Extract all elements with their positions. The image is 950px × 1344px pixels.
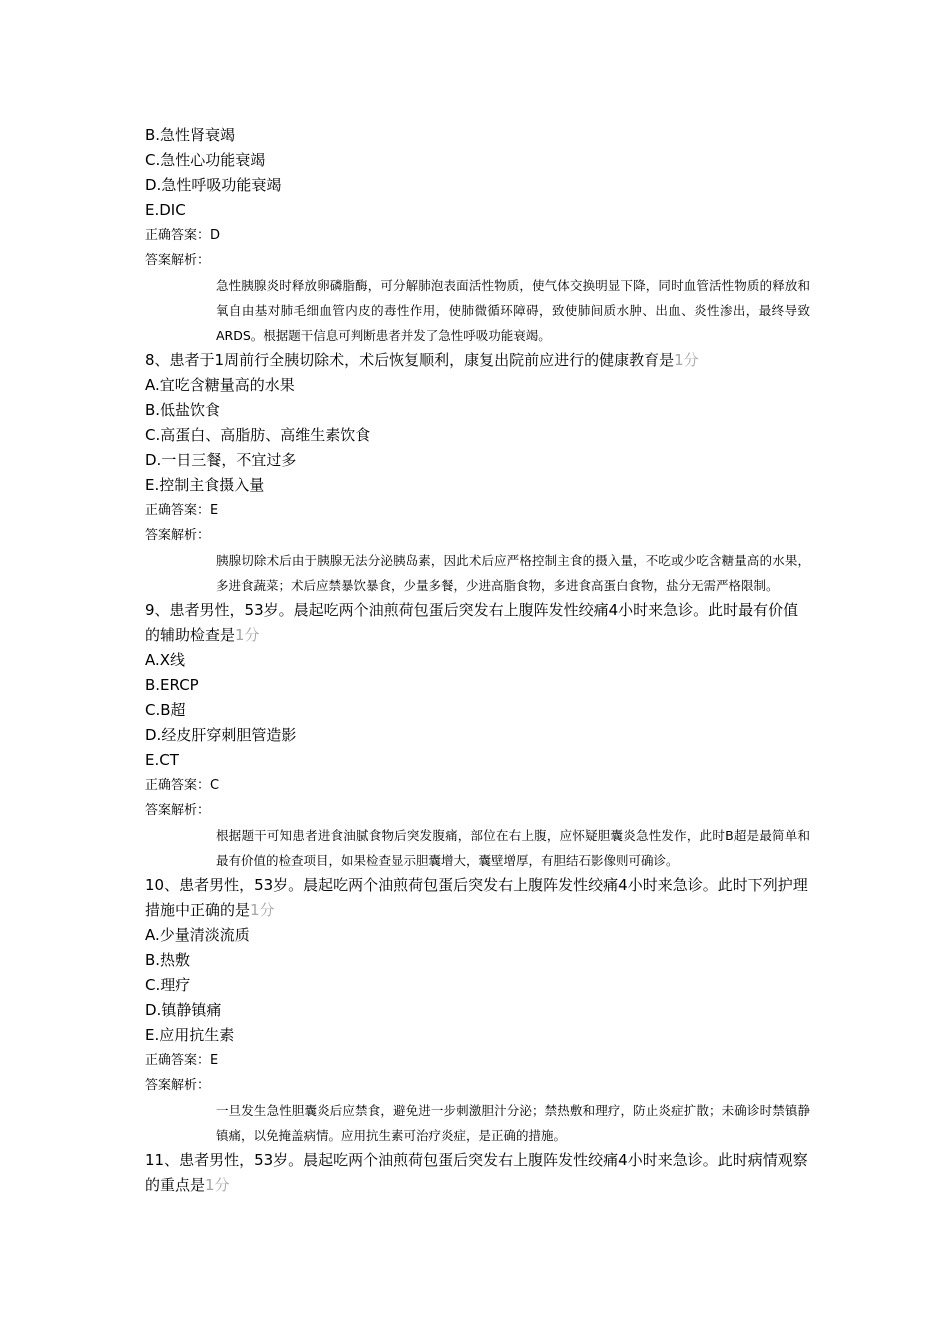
correct-answer: 正确答案：C [145, 778, 220, 793]
option-c: C.B超 [145, 701, 186, 719]
question-stem-text: 9、患者男性，53岁。晨起吃两个油煎荷包蛋后突发右上腹阵发性绞痛4小时来急诊。此时最有价值的辅助检查是 [145, 601, 799, 644]
option-a: A.少量清淡流质 [145, 926, 250, 944]
analysis-text: 急性胰腺炎时释放卵磷脂酶，可分解肺泡表面活性物质，使气体交换明显下降，同时血管活性物质的释放和氧自由基对肺毛细血管内皮的毒性作用，使肺微循环障碍，致使肺间质水肿、出血、炎性渗出，最终导致ARDS。根据题干信息可判断患者并发了急性呼吸功能衰竭。 [216, 278, 810, 343]
option-d: D.镇静镇痛 [145, 1001, 222, 1019]
question-score: 1分 [205, 1176, 230, 1194]
question-9 [145, 598, 810, 873]
question-score: 1分 [250, 901, 275, 919]
option-a: A.X线 [145, 651, 186, 669]
correct-answer: 正确答案：E [145, 1053, 219, 1068]
option-c: C.急性心功能衰竭 [145, 151, 266, 169]
question-10 [145, 873, 810, 1148]
correct-answer: 正确答案：D [145, 228, 221, 243]
option-d: D.一日三餐，不宜过多 [145, 451, 297, 469]
question-stem [145, 873, 810, 923]
option-e: E.应用抗生素 [145, 1026, 235, 1044]
option-e: E.控制主食摄入量 [145, 476, 265, 494]
analysis-label: 答案解析： [145, 1078, 211, 1093]
option-b: B.热敷 [145, 951, 191, 969]
question-stem [145, 1148, 810, 1198]
option-e: E.CT [145, 751, 179, 769]
option-e: E.DIC [145, 201, 186, 219]
option-b: B.急性肾衰竭 [145, 126, 236, 144]
analysis-label: 答案解析： [145, 253, 211, 268]
question-stem-text: 8、患者于1周前行全胰切除术，术后恢复顺利，康复出院前应进行的健康教育是 [145, 351, 675, 369]
document-page [145, 123, 810, 1198]
option-b: B.ERCP [145, 676, 199, 694]
analysis-text: 一旦发生急性胆囊炎后应禁食，避免进一步刺激胆汁分泌；禁热敷和理疗，防止炎症扩散；未确诊时禁镇静镇痛，以免掩盖病情。应用抗生素可治疗炎症，是正确的措施。 [216, 1103, 810, 1143]
question-stem-text: 11、患者男性，53岁。晨起吃两个油煎荷包蛋后突发右上腹阵发性绞痛4小时来急诊。此时病情观察的重点是 [145, 1151, 808, 1194]
analysis-label: 答案解析： [145, 528, 211, 543]
question-11 [145, 1148, 810, 1198]
option-b: B.低盐饮食 [145, 401, 221, 419]
question-8 [145, 348, 810, 598]
option-a: A.宜吃含糖量高的水果 [145, 376, 295, 394]
option-d: D.经皮肝穿刺胆管造影 [145, 726, 297, 744]
analysis-label: 答案解析： [145, 803, 211, 818]
option-c: C.理疗 [145, 976, 191, 994]
question-score: 1分 [235, 626, 260, 644]
question-score: 1分 [674, 351, 699, 369]
question-stem [145, 348, 810, 373]
correct-answer: 正确答案：E [145, 503, 219, 518]
question-stem [145, 598, 810, 648]
option-c: C.高蛋白、高脂肪、高维生素饮食 [145, 426, 371, 444]
question-stem-text: 10、患者男性，53岁。晨起吃两个油煎荷包蛋后突发右上腹阵发性绞痛4小时来急诊。此时下列护理措施中正确的是 [145, 876, 808, 919]
question-7-tail [145, 123, 810, 348]
option-d: D.急性呼吸功能衰竭 [145, 176, 282, 194]
analysis-text: 根据题干可知患者进食油腻食物后突发腹痛，部位在右上腹，应怀疑胆囊炎急性发作，此时B超是最简单和最有价值的检查项目，如果检查显示胆囊增大，囊壁增厚，有胆结石影像则可确诊。 [216, 828, 810, 868]
analysis-text: 胰腺切除术后由于胰腺无法分泌胰岛素，因此术后应严格控制主食的摄入量，不吃或少吃含糖量高的水果，多进食蔬菜；术后应禁暴饮暴食，少量多餐，少进高脂食物，多进食高蛋白食物，盐分无需严格限制。 [216, 553, 810, 593]
